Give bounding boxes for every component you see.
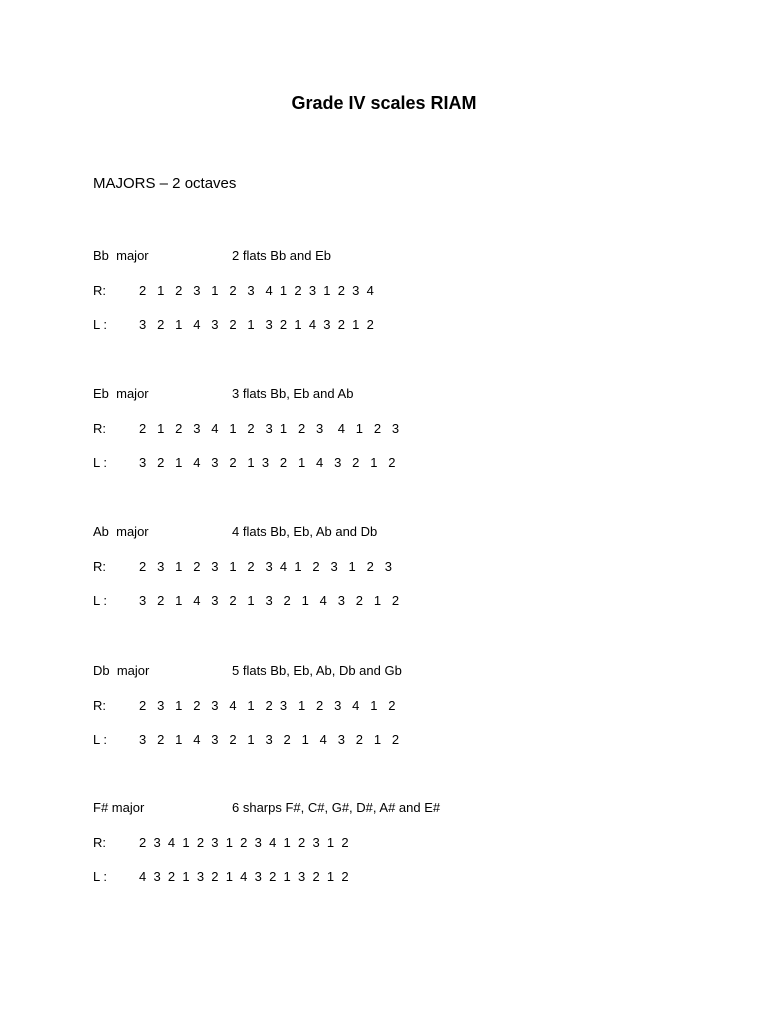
right-hand-fingering: 2 3 1 2 3 4 1 2 3 1 2 3 4 1 2 — [139, 698, 396, 713]
scale-key-signature: 5 flats Bb, Eb, Ab, Db and Gb — [232, 663, 402, 678]
left-hand-fingering: 4 3 2 1 3 2 1 4 3 2 1 3 2 1 2 — [139, 869, 349, 884]
scale-key-signature: 6 sharps F#, C#, G#, D#, A# and E# — [232, 800, 441, 815]
left-hand-label: L : — [93, 869, 107, 884]
scale-section-db-major — [0, 663, 768, 763]
left-hand-fingering: 3 2 1 4 3 2 1 3 2 1 4 3 2 1 2 — [139, 593, 400, 608]
right-hand-fingering: 2 3 1 2 3 1 2 3 4 1 2 3 1 2 3 — [139, 559, 392, 574]
left-hand-label: L : — [93, 593, 107, 608]
left-hand-label: L : — [93, 455, 107, 470]
right-hand-label: R: — [93, 835, 106, 850]
scale-name: F# major — [93, 800, 145, 815]
left-hand-label: L : — [93, 317, 107, 332]
right-hand-label: R: — [93, 559, 106, 574]
right-hand-label: R: — [93, 698, 106, 713]
right-hand-fingering: 2 1 2 3 4 1 2 3 1 2 3 4 1 2 3 — [139, 421, 400, 436]
scale-section-bb-major — [0, 248, 768, 348]
scale-key-signature: 3 flats Bb, Eb and Ab — [232, 386, 354, 401]
right-hand-fingering: 2 1 2 3 1 2 3 4 1 2 3 1 2 3 4 — [139, 283, 374, 298]
scale-section-f-sharp-major — [0, 800, 768, 900]
right-hand-fingering: 2 3 4 1 2 3 1 2 3 4 1 2 3 1 2 — [139, 835, 349, 850]
section-subtitle: MAJORS – 2 octaves — [93, 175, 237, 192]
scale-name: Ab major — [93, 524, 149, 539]
left-hand-fingering: 3 2 1 4 3 2 1 3 2 1 4 3 2 1 2 — [139, 732, 400, 747]
scale-name: Db major — [93, 663, 150, 678]
scale-name: Eb major — [93, 386, 149, 401]
right-hand-label: R: — [93, 421, 106, 436]
scale-name: Bb major — [93, 248, 149, 263]
scale-key-signature: 4 flats Bb, Eb, Ab and Db — [232, 524, 378, 539]
scale-key-signature: 2 flats Bb and Eb — [232, 248, 332, 263]
left-hand-fingering: 3 2 1 4 3 2 1 3 2 1 4 3 2 1 2 — [139, 317, 374, 332]
left-hand-fingering: 3 2 1 4 3 2 1 3 2 1 4 3 2 1 2 — [139, 455, 396, 470]
left-hand-label: L : — [93, 732, 107, 747]
scale-section-eb-major — [0, 386, 768, 486]
scale-section-ab-major — [0, 524, 768, 624]
right-hand-label: R: — [93, 283, 106, 298]
document-title: Grade IV scales RIAM — [291, 93, 477, 113]
